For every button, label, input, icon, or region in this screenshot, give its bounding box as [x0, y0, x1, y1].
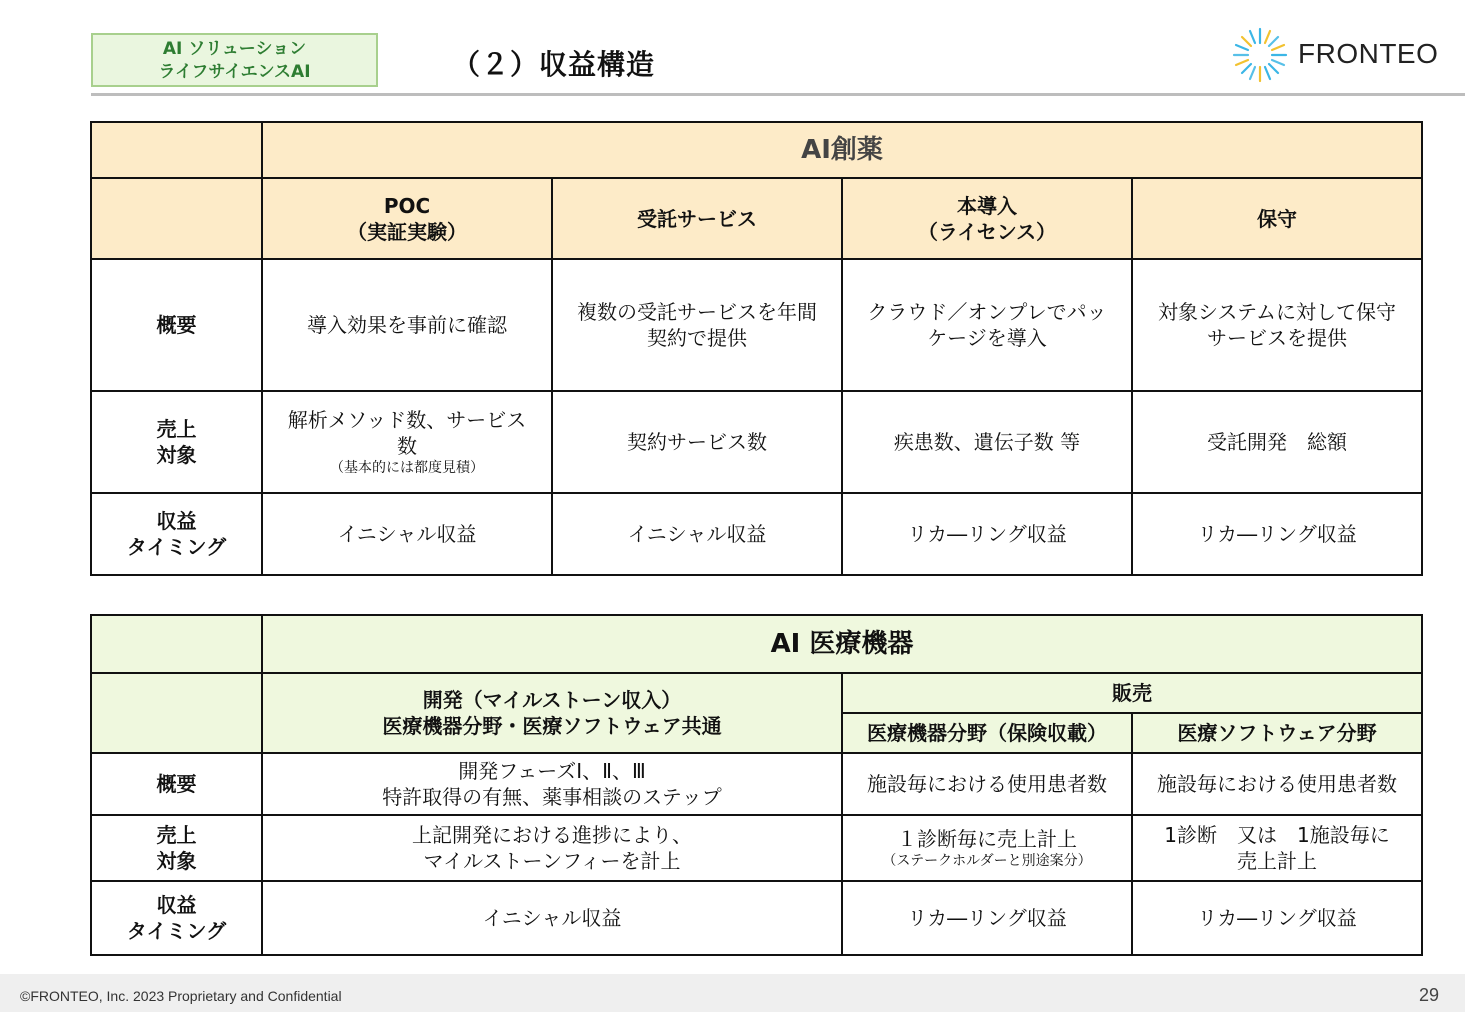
column-header-line: （ライセンス）: [917, 219, 1057, 244]
copyright-text: ©FRONTEO, Inc. 2023 Proprietary and Confidential: [20, 988, 342, 1004]
cell-line: 上記開発における進捗により、: [412, 823, 692, 847]
cell-line: 疾患数、遺伝子数 等: [893, 430, 1081, 454]
table-row: [91, 391, 1422, 493]
cell-line: 開発フェーズⅠ、Ⅱ、Ⅲ: [458, 759, 646, 783]
cell-line: 施設毎における使用患者数: [1157, 772, 1397, 796]
table-cell: [1132, 881, 1422, 955]
table-cell: [552, 391, 842, 493]
table-cell: [552, 259, 842, 391]
row-header-line: 概要: [156, 772, 197, 796]
column-header-development: [262, 673, 842, 753]
table-title-row: [91, 122, 1422, 178]
row-header-line: 対象: [156, 849, 197, 873]
table-cell: [1132, 815, 1422, 881]
table-cell: [842, 815, 1132, 881]
cell-line: 特許取得の有無、薬事相談のステップ: [382, 785, 722, 809]
table-title-row: [91, 615, 1422, 673]
header-divider: [91, 93, 1465, 96]
row-header-line: 収益: [156, 893, 197, 917]
corner-cell: [91, 615, 262, 673]
column-header-line: 受託サービス: [637, 206, 757, 231]
column-header-contract-service: [552, 178, 842, 259]
column-header-medical-software: 医療ソフトウェア分野: [1132, 713, 1422, 753]
cell-line: リカ―リング収益: [1197, 522, 1357, 546]
row-header-line: 売上: [156, 823, 197, 847]
column-header-row: [91, 178, 1422, 259]
cell-line: ケージを導入: [927, 326, 1047, 350]
cell-note: （ステークホルダーと別途案分）: [882, 853, 1092, 869]
page-title: （２）収益構造: [452, 48, 656, 81]
table-cell: [842, 259, 1132, 391]
starburst-logo-icon: [1230, 25, 1290, 85]
table-cell: [262, 259, 552, 391]
cell-note: （基本的には都度見積）: [330, 460, 484, 476]
cell-line: 複数の受託サービスを年間: [577, 300, 817, 324]
column-header-line: （実証実験）: [347, 219, 467, 244]
row-header-line: 対象: [156, 443, 197, 467]
table-title: AI 医療機器: [262, 615, 1422, 673]
cell-line: 数: [397, 434, 417, 458]
row-header-line: タイミング: [126, 919, 227, 943]
badge-line-2: ライフサイエンスAI: [158, 62, 311, 82]
table-cell: [842, 391, 1132, 493]
cell-line: イニシャル収益: [482, 906, 622, 930]
page-number: 29: [1418, 985, 1439, 1005]
column-header-medical-device: 医療機器分野（保険収載）: [842, 713, 1132, 753]
row-header-line: 概要: [156, 313, 197, 337]
table-cell: [262, 753, 842, 815]
column-header-row: [91, 673, 1422, 713]
row-header-revenue-timing: [91, 493, 262, 575]
table-cell: [552, 493, 842, 575]
cell-line: イニシャル収益: [337, 522, 477, 546]
cell-line: 受託開発 総額: [1207, 430, 1348, 454]
column-header-line: 医療機器分野・医療ソフトウェア共通: [382, 714, 722, 738]
column-header-line: 保守: [1257, 206, 1298, 231]
column-header-license: [842, 178, 1132, 259]
table-cell: [842, 881, 1132, 955]
row-header-sales-target: [91, 815, 262, 881]
row-header-sales-target: [91, 391, 262, 493]
table-cell: [1132, 259, 1422, 391]
column-header-sales: 販売: [842, 673, 1422, 713]
badge-line-1: AI ソリューション: [162, 39, 307, 59]
section-badge: [91, 33, 378, 87]
table-row: [91, 881, 1422, 955]
ai-drug-discovery-table: [90, 121, 1423, 576]
cell-line: マイルストーンフィーを計上: [423, 849, 681, 873]
row-header-line: 売上: [156, 417, 197, 441]
footer-bar: [0, 974, 1465, 1012]
row-header-revenue-timing: [91, 881, 262, 955]
row-header-overview: [91, 753, 262, 815]
cell-line: 契約で提供: [647, 326, 747, 350]
cell-line: イニシャル収益: [627, 522, 767, 546]
cell-line: 解析メソッド数、サービス: [287, 408, 527, 432]
corner-cell: [91, 673, 262, 753]
table-cell: [262, 493, 552, 575]
cell-line: リカ―リング収益: [1197, 906, 1357, 930]
row-header-line: タイミング: [126, 535, 227, 559]
table-cell: [1132, 753, 1422, 815]
table-title: AI創薬: [262, 122, 1422, 178]
table-cell: [262, 815, 842, 881]
cell-line: リカ―リング収益: [907, 906, 1067, 930]
table-cell: [262, 391, 552, 493]
cell-line: 売上計上: [1237, 849, 1317, 873]
column-header-maintenance: [1132, 178, 1422, 259]
cell-line: 導入効果を事前に確認: [307, 313, 507, 337]
cell-line: 対象システムに対して保守: [1158, 300, 1397, 324]
table-cell: [842, 753, 1132, 815]
cell-line: サービスを提供: [1207, 326, 1348, 350]
fronteo-logo: [1230, 25, 1450, 85]
ai-medical-device-table: [90, 614, 1423, 956]
table-row: [91, 815, 1422, 881]
row-header-overview: [91, 259, 262, 391]
cell-line: リカ―リング収益: [907, 522, 1067, 546]
cell-line: クラウド／オンプレでパッ: [867, 300, 1107, 324]
cell-line: １診断毎に売上計上: [897, 827, 1077, 851]
corner-cell: [91, 178, 262, 259]
table-cell: [842, 493, 1132, 575]
logo-text: FRONTEO: [1298, 38, 1439, 69]
cell-line: 契約サービス数: [627, 430, 767, 454]
column-header-line: 本導入: [957, 193, 1017, 218]
column-header-line: 開発（マイルストーン収入）: [422, 688, 682, 712]
table-cell: [1132, 493, 1422, 575]
table-row: [91, 753, 1422, 815]
table-row: [91, 493, 1422, 575]
cell-line: 施設毎における使用患者数: [867, 772, 1107, 796]
table-cell: [1132, 391, 1422, 493]
column-header-line: POC: [383, 193, 431, 218]
table-cell: [262, 881, 842, 955]
table-row: [91, 259, 1422, 391]
corner-cell: [91, 122, 262, 178]
column-header-poc: [262, 178, 552, 259]
cell-line: 1診断 又は 1施設毎に: [1164, 823, 1390, 847]
row-header-line: 収益: [156, 509, 197, 533]
